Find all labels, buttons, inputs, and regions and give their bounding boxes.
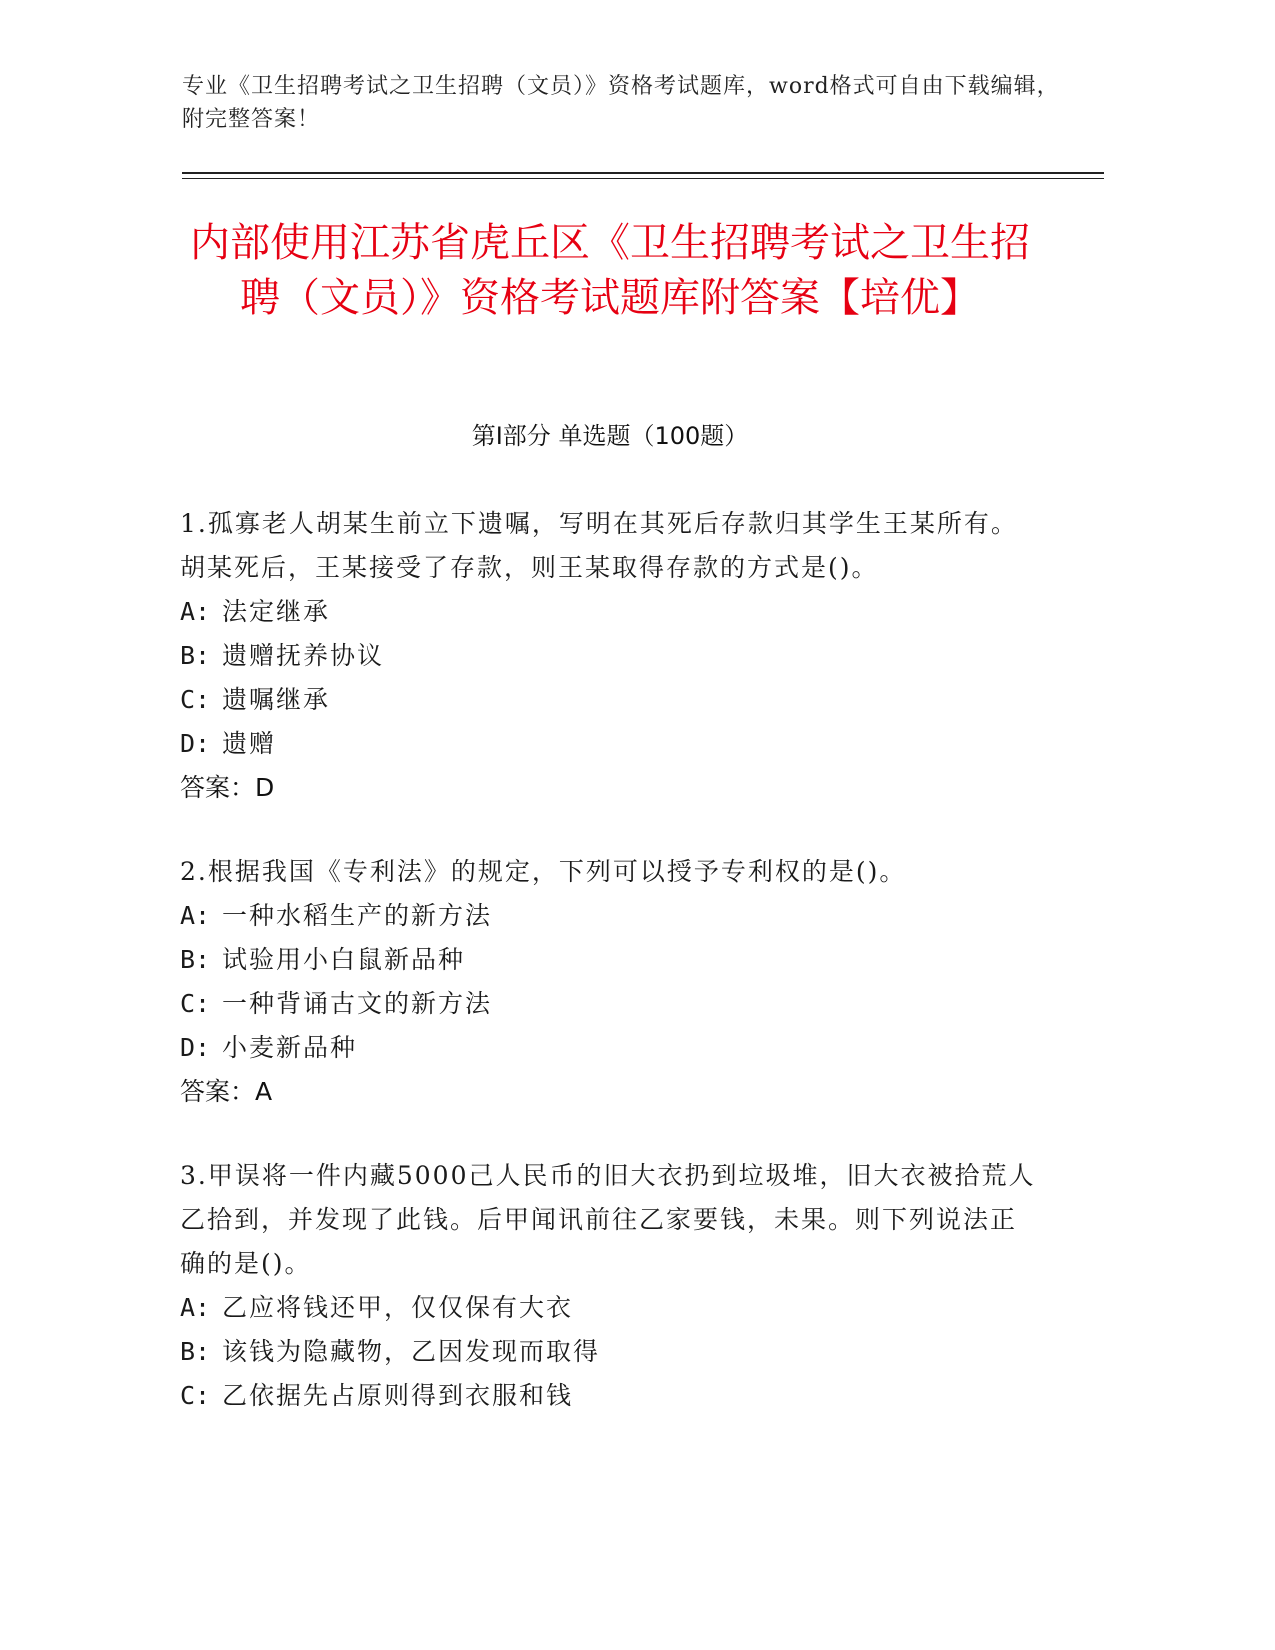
option-text: 试验用小白鼠新品种 xyxy=(222,945,466,974)
document-title: 内部使用江苏省虎丘区《卫生招聘考试之卫生招聘（文员）》资格考试题库附答案【培优】 xyxy=(190,220,1030,321)
option-text: 遗嘱继承 xyxy=(222,685,331,714)
option-text: 乙应将钱还甲，仅仅保有大衣 xyxy=(222,1293,574,1322)
option-text: 遗赠抚养协议 xyxy=(222,641,385,670)
question-3 xyxy=(180,1154,1040,1418)
option-letter: A: xyxy=(180,1293,211,1322)
option-text: 一种背诵古文的新方法 xyxy=(222,989,493,1018)
option-b xyxy=(180,938,1040,982)
option-c xyxy=(180,982,1040,1026)
option-b xyxy=(180,634,1040,678)
option-text: 乙依据先占原则得到衣服和钱 xyxy=(222,1381,574,1410)
option-letter: C: xyxy=(180,685,211,714)
question-1 xyxy=(180,502,1040,810)
option-letter: B: xyxy=(180,641,211,670)
answer-line: 答案：D xyxy=(180,773,275,802)
option-a xyxy=(180,894,1040,938)
option-letter: C: xyxy=(180,1381,211,1410)
option-c xyxy=(180,1374,1040,1418)
option-a xyxy=(180,1286,1040,1330)
question-list xyxy=(180,502,1040,1458)
header-note: 专业《卫生招聘考试之卫生招聘（文员）》资格考试题库，word格式可自由下载编辑，附完整答案！ xyxy=(182,74,1060,132)
question-stem: 2.根据我国《专利法》的规定，下列可以授予专利权的是()。 xyxy=(180,857,907,886)
option-text: 遗赠 xyxy=(222,729,277,758)
header-divider-thin xyxy=(182,178,1104,179)
option-letter: A: xyxy=(180,597,211,626)
option-text: 一种水稻生产的新方法 xyxy=(222,901,493,930)
option-a xyxy=(180,590,1040,634)
question-stem: 1.孤寡老人胡某生前立下遗嘱，写明在其死后存款归其学生王某所有。胡某死后，王某接受了存款，则王某取得存款的方式是()。 xyxy=(180,509,1018,582)
option-letter: B: xyxy=(180,1337,211,1366)
option-text: 法定继承 xyxy=(222,597,331,626)
option-c xyxy=(180,678,1040,722)
option-letter: A: xyxy=(180,901,211,930)
option-b xyxy=(180,1330,1040,1374)
option-letter: D: xyxy=(180,1033,211,1062)
question-2 xyxy=(180,850,1040,1114)
section-heading: 第Ⅰ部分 单选题（100题） xyxy=(471,422,749,450)
answer-line: 答案：A xyxy=(180,1077,273,1106)
option-letter: D: xyxy=(180,729,211,758)
option-text: 小麦新品种 xyxy=(222,1033,358,1062)
option-letter: C: xyxy=(180,989,211,1018)
option-letter: B: xyxy=(180,945,211,974)
question-stem: 3.甲误将一件内藏5000己人民币的旧大衣扔到垃圾堆，旧大衣被拾荒人乙拾到，并发现了此钱。后甲闻讯前往乙家要钱，未果。则下列说法正确的是()。 xyxy=(180,1161,1036,1278)
option-d xyxy=(180,1026,1040,1070)
option-text: 该钱为隐藏物，乙因发现而取得 xyxy=(222,1337,601,1366)
header-divider-thick xyxy=(182,172,1104,174)
option-d xyxy=(180,722,1040,766)
